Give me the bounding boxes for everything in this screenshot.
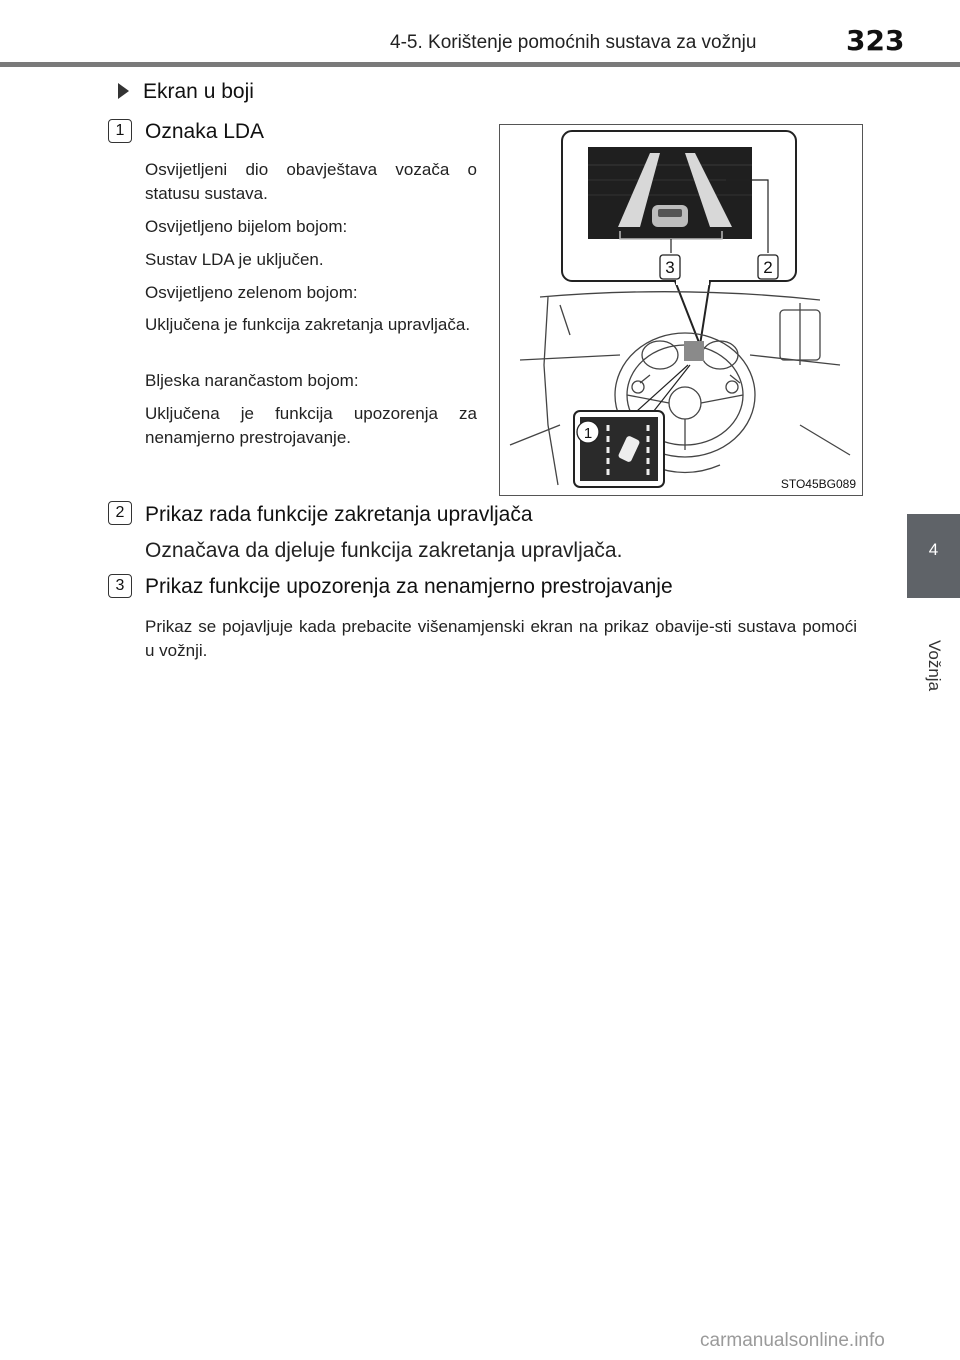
item-paragraph: Bljeska narančastom bojom:	[145, 371, 359, 390]
dashboard-lines	[510, 292, 850, 485]
item-paragraph: Osvijetljeno bijelom bojom:	[145, 217, 348, 236]
chapter-number: 4	[928, 540, 939, 559]
running-header: 4-5. Korištenje pomoćnih sustava za vožnju	[390, 32, 757, 53]
item-paragraph: Označava da djeluje funkcija zakretanja upravljača.	[145, 539, 623, 562]
item-paragraph: Uključena je funkcija zakretanja upravljača.	[145, 315, 471, 334]
svg-text:3: 3	[665, 258, 675, 277]
lda-indicator-highlight	[684, 341, 704, 361]
item-paragraph: Prikaz se pojavljuje kada prebacite višenamjenski ekran na prikaz obavije-sti sustava pomoći u vožnji.	[145, 617, 857, 660]
figure-code: STO45BG089	[780, 477, 856, 491]
svg-text:2: 2	[763, 258, 773, 277]
item-paragraph: Sustav LDA je uključen.	[145, 250, 324, 269]
svg-text:1: 1	[583, 425, 593, 442]
dashboard-drawing	[500, 125, 862, 495]
item-paragraph: Uključena je funkcija upozorenja za nenamjerno prestrojavanje.	[145, 404, 477, 447]
item-number-badge: 2	[108, 501, 132, 525]
chapter-label: Vožnja	[925, 640, 944, 692]
item-paragraph: Osvijetljeni dio obavještava vozača o statusu sustava.	[145, 160, 477, 203]
triangle-bullet-icon	[118, 83, 129, 99]
item-number-badge: 1	[108, 119, 132, 143]
item-title: Prikaz rada funkcije zakretanja upravljača	[145, 503, 533, 526]
dashboard-illustration	[499, 124, 863, 496]
watermark: carmanualsonline.info	[700, 1330, 885, 1351]
section-heading	[118, 80, 254, 104]
chapter-tab	[907, 514, 960, 598]
section-heading-text: Ekran u boji	[143, 80, 254, 103]
item-title: Prikaz funkcije upozorenja za nenamjerno prestrojavanje	[145, 575, 673, 598]
item-title: Oznaka LDA	[145, 120, 265, 143]
item-number-badge: 3	[108, 574, 132, 598]
item-paragraph: Osvijetljeno zelenom bojom:	[145, 283, 358, 302]
page-number: 323	[846, 24, 905, 57]
header-rule	[0, 62, 960, 67]
